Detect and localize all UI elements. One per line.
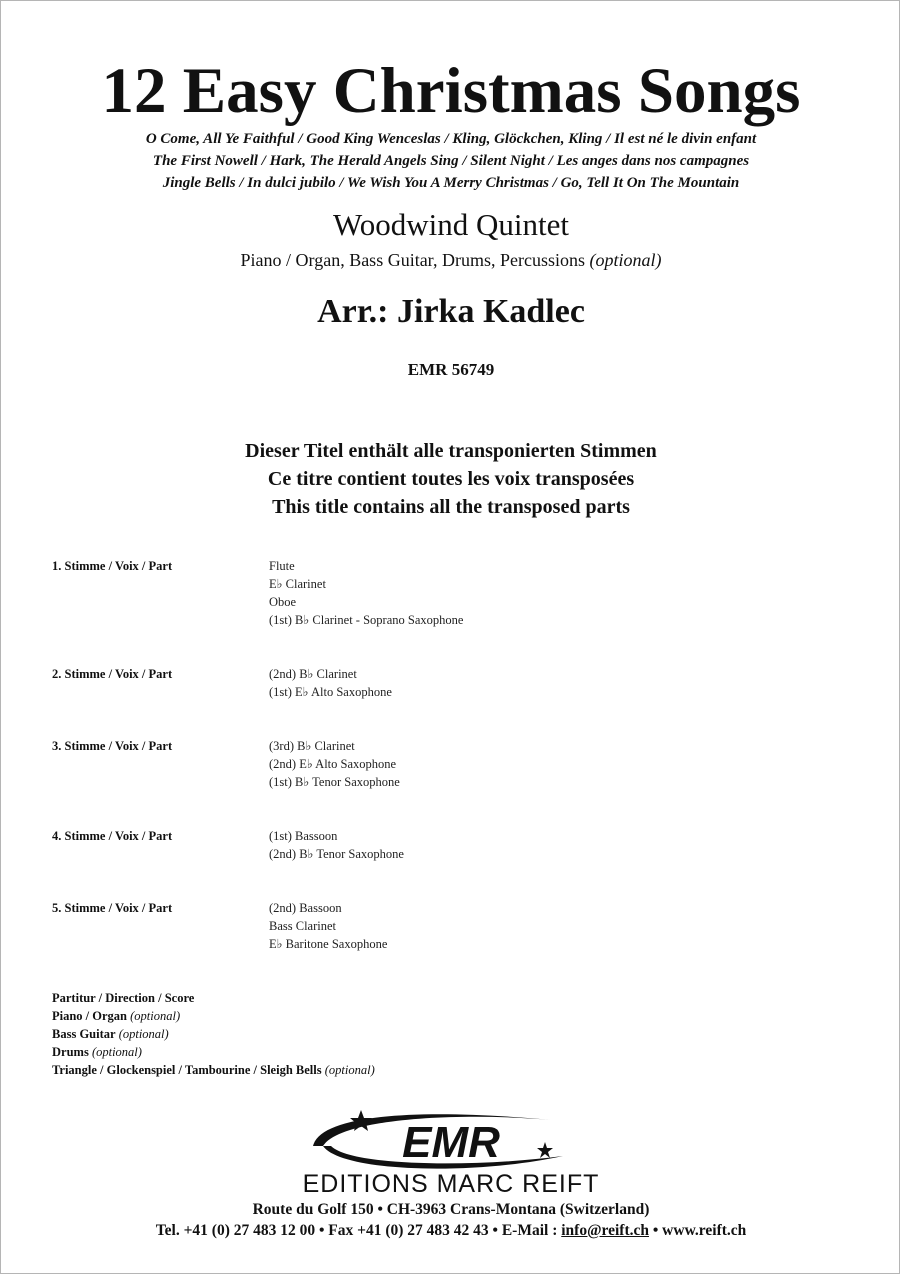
part-1-instruments xyxy=(269,557,463,629)
contact-website: • www.reift.ch xyxy=(649,1222,747,1239)
transposed-notice-en: This title contains all the transposed parts xyxy=(272,496,630,518)
instrumentation xyxy=(1,248,900,272)
transposed-notice-de: Dieser Titel enthält alle transponierten Stimmen xyxy=(245,440,657,462)
emr-logo xyxy=(301,1106,601,1176)
part-3-instruments xyxy=(269,737,400,791)
song-list-line-2: The First Nowell / Hark, The Herald Angels Sing / Silent Night / Les anges dans nos campagnes xyxy=(152,153,750,169)
instrument-item: Bass Clarinet xyxy=(269,919,337,933)
extra-item xyxy=(52,1025,375,1043)
instrument-item: (2nd) B♭ Tenor Saxophone xyxy=(269,847,404,861)
extra-name: Piano / Organ xyxy=(52,1009,128,1023)
extra-item xyxy=(52,989,375,1007)
instrument-item: (1st) Bassoon xyxy=(269,829,338,843)
instrumentation-note: (optional) xyxy=(589,250,662,270)
instrument-item: (1st) B♭ Tenor Saxophone xyxy=(269,775,400,789)
instrument-item: E♭ Baritone Saxophone xyxy=(269,937,388,951)
publisher-address: Route du Golf 150 • CH-3963 Crans-Montana (Switzerland) xyxy=(252,1201,650,1218)
extra-note: (optional) xyxy=(130,1009,181,1023)
extra-item xyxy=(52,1007,375,1025)
extra-name: Partitur / Direction / Score xyxy=(52,991,195,1005)
extra-item xyxy=(52,1061,375,1079)
part-3-label: 3. Stimme / Voix / Part xyxy=(52,739,173,753)
instrument-item: Oboe xyxy=(269,595,297,609)
extra-note: (optional) xyxy=(324,1063,375,1077)
part-2-instruments xyxy=(269,665,392,701)
page-title: 12 Easy Christmas Songs xyxy=(101,55,801,127)
instrumentation-text: Piano / Organ, Bass Guitar, Drums, Percussions xyxy=(240,250,585,270)
extra-item xyxy=(52,1043,375,1061)
transposed-notice-fr: Ce titre contient toutes les voix transposées xyxy=(267,468,635,490)
catalog-number: EMR 56749 xyxy=(407,360,495,379)
publisher-name: EDITIONS MARC REIFT xyxy=(302,1170,600,1198)
instrument-item: (3rd) B♭ Clarinet xyxy=(269,739,355,753)
instrument-item: (2nd) Bassoon xyxy=(269,901,342,915)
email-link[interactable]: info@reift.ch xyxy=(561,1222,649,1239)
extra-note: (optional) xyxy=(91,1045,142,1059)
arranger: Arr.: Jirka Kadlec xyxy=(317,293,585,330)
instrument-item: (1st) E♭ Alto Saxophone xyxy=(269,685,392,699)
instrument-item: E♭ Clarinet xyxy=(269,577,326,591)
instrument-item: Flute xyxy=(269,559,295,573)
extra-name: Bass Guitar xyxy=(52,1027,116,1041)
publisher-contact xyxy=(1,1220,900,1242)
instrument-item: (2nd) B♭ Clarinet xyxy=(269,667,357,681)
star-icon xyxy=(537,1142,553,1158)
instrument-item: (2nd) E♭ Alto Saxophone xyxy=(269,757,397,771)
extra-note: (optional) xyxy=(118,1027,169,1041)
instrument-item: (1st) B♭ Clarinet - Soprano Saxophone xyxy=(269,613,464,627)
part-1-label: 1. Stimme / Voix / Part xyxy=(52,559,173,573)
part-5-instruments xyxy=(269,899,387,953)
extra-name: Triangle / Glockenspiel / Tambourine / Sleigh Bells xyxy=(52,1063,322,1077)
song-list-line-1: O Come, All Ye Faithful / Good King Wenceslas / Kling, Glöckchen, Kling / Il est né le divin enfant xyxy=(145,131,757,147)
extra-name: Drums xyxy=(52,1045,89,1059)
part-2-label: 2. Stimme / Voix / Part xyxy=(52,667,173,681)
part-5-label: 5. Stimme / Voix / Part xyxy=(52,901,173,915)
song-list-line-3: Jingle Bells / In dulci jubilo / We Wish You A Merry Christmas / Go, Tell It On The Mountain xyxy=(162,175,740,191)
additional-parts xyxy=(52,989,375,1079)
part-4-label: 4. Stimme / Voix / Part xyxy=(52,829,173,843)
logo-text: EMR xyxy=(402,1118,500,1167)
contact-phone-fax: Tel. +41 (0) 27 483 12 00 • Fax +41 (0) 27 483 42 43 • E-Mail : xyxy=(155,1222,562,1239)
part-4-instruments xyxy=(269,827,404,863)
ensemble-name: Woodwind Quintet xyxy=(332,207,569,242)
